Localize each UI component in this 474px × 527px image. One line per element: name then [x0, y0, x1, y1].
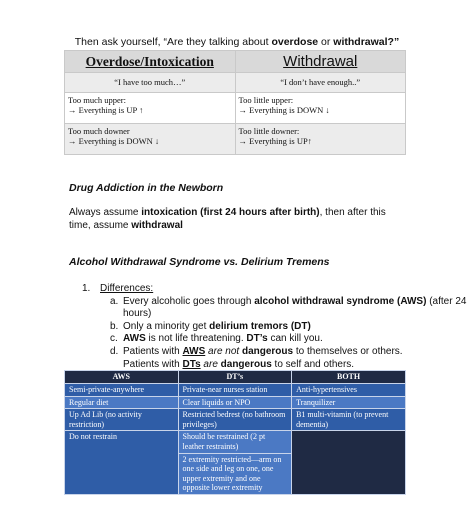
- table-row: [65, 93, 406, 124]
- intro-overdose: overdose: [271, 36, 319, 48]
- newborn-intoxication: intoxication (first 24 hours after birth): [141, 207, 320, 218]
- header-both: BOTH: [292, 371, 406, 384]
- cell-label: Too much upper:: [68, 95, 126, 105]
- table-header-row: [65, 371, 406, 384]
- table-row: [65, 409, 406, 431]
- item-bold: dangerous: [217, 358, 272, 370]
- table-cell: 2 extremity restricted—arm on one side and leg on one, one upper extremity and one opposite lower extremity: [178, 453, 292, 494]
- header-aws: AWS: [65, 371, 179, 384]
- empty-cell: [292, 431, 406, 495]
- item-text: Patients with: [123, 358, 183, 370]
- cell-downer-overdose: [65, 124, 236, 155]
- table-cell: Restricted bedrest (no bathroom privileges): [178, 409, 292, 431]
- cell-label: Too little downer:: [238, 126, 300, 136]
- list-number: 1.: [82, 283, 91, 294]
- table-cell: Private-near nurses station: [178, 384, 292, 397]
- item-text: to self and others.: [271, 358, 355, 370]
- item-text: Only a minority get: [123, 320, 210, 332]
- table-row: [65, 124, 406, 155]
- table-cell: Clear liquids or NPO: [178, 396, 292, 409]
- list-item: [82, 283, 474, 296]
- item-bold: DT’s: [246, 333, 268, 345]
- newborn-paragraph: [69, 206, 399, 232]
- newborn-text: Always assume: [69, 207, 142, 218]
- cell-effect: → Everything is UP↑: [238, 136, 312, 146]
- differences-label: Differences:: [100, 283, 154, 294]
- overdose-withdrawal-table: [64, 50, 406, 155]
- table-cell: Should be restrained (2 pt leather restraints): [178, 431, 292, 453]
- cell-label: Too little upper:: [238, 95, 294, 105]
- item-italic: are: [203, 358, 218, 370]
- cell-downer-withdrawal: [235, 124, 406, 155]
- list-letter: c.: [110, 333, 118, 345]
- table-cell: Anti-hypertensives: [292, 384, 406, 397]
- list-letter: a.: [110, 295, 119, 307]
- item-text: to themselves or others.: [293, 345, 403, 357]
- cell-upper-overdose: [65, 93, 236, 124]
- newborn-heading: Drug Addiction in the Newborn: [69, 182, 224, 194]
- intro-or: or: [318, 36, 334, 48]
- item-text: Every alcoholic goes through: [123, 295, 255, 307]
- item-text: is not life threatening.: [145, 333, 247, 345]
- item-bold: alcohol withdrawal syndrome (AWS): [254, 295, 427, 307]
- aws-dt-heading: Alcohol Withdrawal Syndrome vs. Delirium Tremens: [69, 256, 330, 268]
- item-text: (after 24 hours): [123, 295, 467, 320]
- table-cell: Do not restrain: [65, 431, 179, 495]
- table-cell: Up Ad Lib (no activity restriction): [65, 409, 179, 431]
- item-bold: dangerous: [239, 345, 294, 357]
- differences-list: [82, 283, 474, 371]
- item-italic: are not: [208, 345, 240, 357]
- table-row: [65, 431, 406, 453]
- newborn-text: , then after this time, assume: [69, 207, 386, 231]
- cell-effect: → Everything is UP ↑: [68, 105, 144, 115]
- intro-text: Then ask yourself, “Are they talking about: [74, 36, 272, 48]
- item-bold: delirium tremors (DT): [209, 320, 311, 332]
- quote-overdose: “I have too much…”: [65, 73, 236, 93]
- quote-withdrawal: “I don’t have enough..”: [235, 73, 406, 93]
- newborn-withdrawal: withdrawal: [131, 220, 183, 231]
- list-item: [82, 296, 474, 321]
- item-bold: DTs: [182, 358, 201, 370]
- item-bold: AWS: [123, 333, 146, 345]
- header-withdrawal: Withdrawal: [235, 51, 406, 73]
- cell-label: Too much downer: [68, 126, 130, 136]
- quote-row: [65, 73, 406, 93]
- list-letter: d.: [110, 345, 119, 357]
- table-header-row: [65, 51, 406, 73]
- item-text: can kill you.: [267, 333, 323, 345]
- cell-upper-withdrawal: [235, 93, 406, 124]
- table-cell: Tranquilizer: [292, 396, 406, 409]
- table-cell: Semi-private-anywhere: [65, 384, 179, 397]
- header-overdose: Overdose/Intoxication: [65, 51, 236, 73]
- cell-effect: → Everything is DOWN ↓: [238, 105, 330, 115]
- list-letter: b.: [110, 320, 119, 332]
- aws-dt-comparison-table: [64, 370, 406, 495]
- item-text: Patients with: [123, 345, 183, 357]
- header-dts: DT’s: [178, 371, 292, 384]
- intro-withdrawal: withdrawal?”: [333, 36, 400, 48]
- table-row: [65, 384, 406, 397]
- table-cell: B1 multi-vitamin (to prevent dementia): [292, 409, 406, 431]
- table-row: [65, 396, 406, 409]
- cell-effect: → Everything is DOWN ↓: [68, 136, 160, 146]
- table-cell: Regular diet: [65, 396, 179, 409]
- list-item: [82, 321, 474, 334]
- intro-question: [0, 36, 474, 48]
- item-bold: AWS: [182, 345, 206, 357]
- list-item: [82, 346, 474, 371]
- list-item: [82, 333, 474, 346]
